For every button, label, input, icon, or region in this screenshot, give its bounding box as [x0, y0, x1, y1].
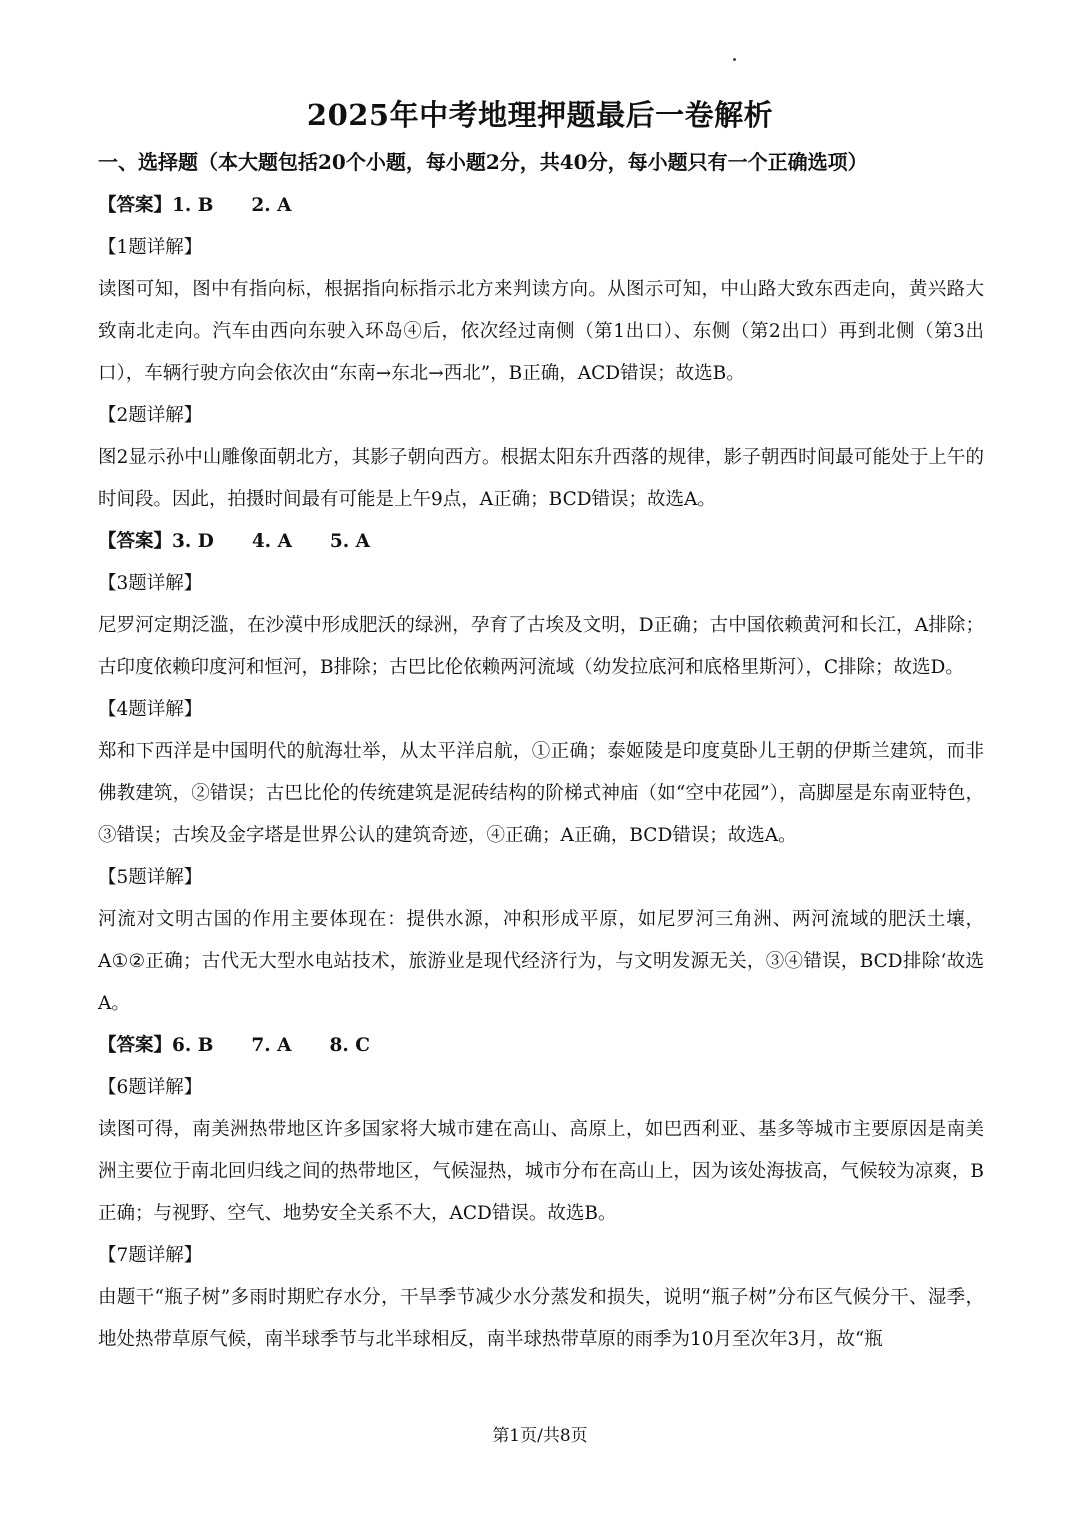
answer-line [98, 185, 984, 227]
detail-text: 河流对文明古国的作用主要体现在：提供水源，冲积形成平原，如尼罗河三角洲、两河流域的肥沃土壤，A①②正确；古代无大型水电站技术，旅游业是现代经济行为，与文明发源无关，③④错误，BCD排除‘故选A。 [98, 909, 984, 1014]
detail-text: 由题干“瓶子树”多雨时期贮存水分，干旱季节减少水分蒸发和损失，说明“瓶子树”分布区气候分干、湿季，地处热带草原气候，南半球季节与北半球相反，南半球热带草原的雨季为10月至次年3月，故“瓶 [98, 1287, 984, 1350]
answer-item: 2. A [251, 195, 292, 216]
answer-item: 8. C [329, 1035, 370, 1056]
detail-text: 尼罗河定期泛滥，在沙漠中形成肥沃的绿洲，孕育了古埃及文明，D正确；古中国依赖黄河和长江，A排除；古印度依赖印度河和恒河，B排除；古巴比伦依赖两河流域（幼发拉底河和底格里斯河），C排除；故选D。 [98, 615, 984, 678]
detail-text: 郑和下西洋是中国明代的航海壮举，从太平洋启航，①正确；泰姬陵是印度莫卧儿王朝的伊斯兰建筑，而非佛教建筑，②错误；古巴比伦的传统建筑是泥砖结构的阶梯式神庙（如“空中花园”），高脚屋是东南亚特色，③错误；古埃及金字塔是世界公认的建筑奇迹，④正确；A正确，BCD错误；故选A。 [98, 741, 984, 846]
detail-label: 【2题详解】 [98, 405, 203, 426]
answer-prefix: 【答案】 [98, 1035, 173, 1056]
detail-text: 图2显示孙中山雕像面朝北方，其影子朝向西方。根据太阳东升西落的规律，影子朝西时间最可能处于上午的时间段。因此，拍摄时间最有可能是上午9点，A正确；BCD错误；故选A。 [98, 447, 984, 510]
answer-item: 1. B [172, 195, 214, 216]
answer-prefix: 【答案】 [98, 531, 173, 552]
detail-label: 【4题详解】 [98, 699, 203, 720]
detail-text: 读图可知，图中有指向标，根据指向标指示北方来判读方向。从图示可知，中山路大致东西走向，黄兴路大致南北走向。汽车由西向东驶入环岛④后，依次经过南侧（第1出口）、东侧（第2出口）再到北侧（第3出口），车辆行驶方向会依次由“东南→东北→西北”，B正确，ACD错误；故选B。 [98, 279, 984, 384]
speck-mark [733, 58, 736, 61]
answer-item: 4. A [251, 531, 292, 552]
detail-text: 读图可得，南美洲热带地区许多国家将大城市建在高山、高原上，如巴西利亚、基多等城市主要原因是南美洲主要位于南北回归线之间的热带地区，气候湿热，城市分布在高山上，因为该处海拔高，气候较为凉爽，B正确；与视野、空气、地势安全关系不大，ACD错误。故选B。 [98, 1119, 984, 1224]
answer-prefix: 【答案】 [98, 195, 173, 216]
answer-line [98, 521, 984, 563]
answer-line [98, 1025, 984, 1067]
detail-label: 【5题详解】 [98, 867, 203, 888]
answer-item: 7. A [251, 1035, 292, 1056]
page-footer: 第1页/共8页 [492, 1426, 588, 1446]
content-area [98, 185, 984, 1361]
detail-label: 【1题详解】 [98, 237, 203, 258]
answer-item: 5. A [329, 531, 371, 552]
detail-label: 【3题详解】 [98, 573, 203, 594]
detail-label: 【7题详解】 [98, 1245, 203, 1266]
section-heading: 一、选择题（本大题包括20个小题，每小题2分，共40分，每小题只有一个正确选项） [98, 150, 868, 174]
detail-label: 【6题详解】 [98, 1077, 203, 1098]
answer-item: 3. D [172, 531, 214, 552]
page-title: 2025年中考地理押题最后一卷解析 [306, 98, 774, 132]
answer-item: 6. B [172, 1035, 214, 1056]
